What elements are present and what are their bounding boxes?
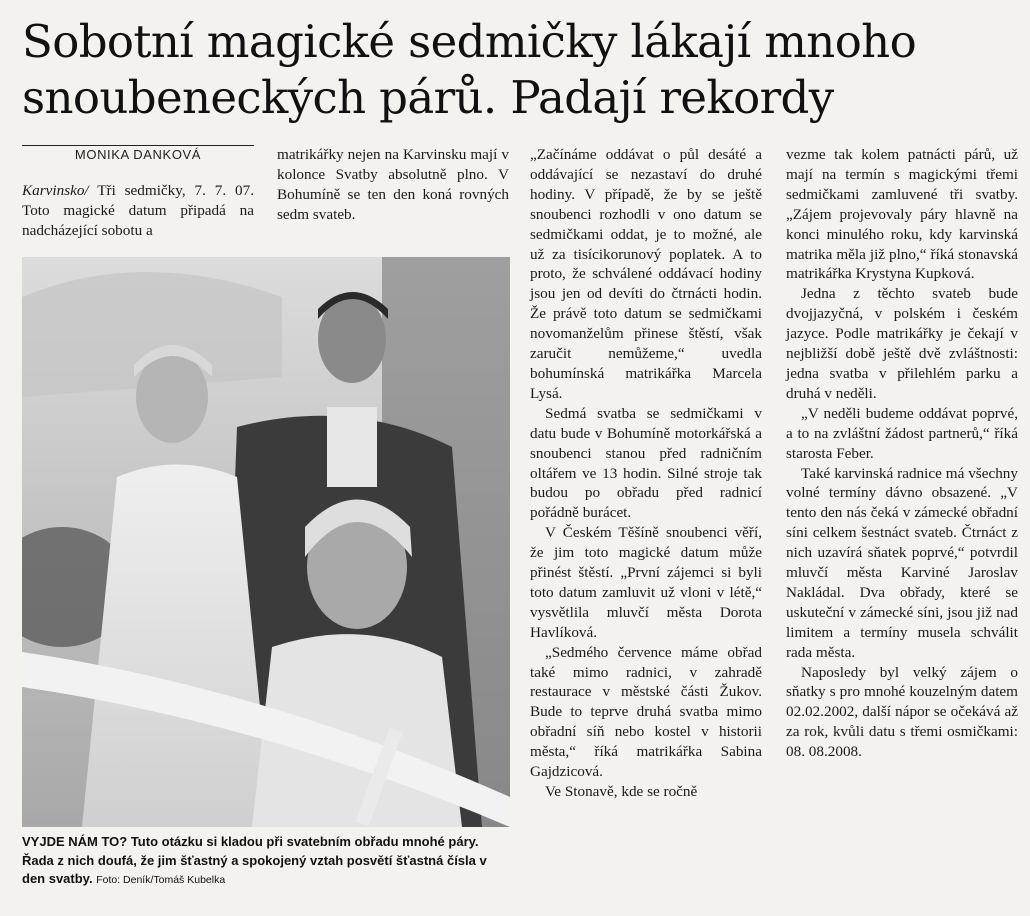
headline-line-1: Sobotní magické sedmičky lákají mnoho xyxy=(22,15,917,68)
article-column-4 xyxy=(786,145,1018,762)
column-2-paragraph: matrikářky nejen na Karvinsku mají v koloncе Svatby absolutně plno. V Bohumíně se ten den koná rovných sedm svateb. xyxy=(277,146,509,223)
caption-text: VYJDE NÁM TO? Tuto otázku si kladou při svatebním obřadu mnohé páry. Řada z nich doufá, že jim šťastný a spokojený vztah posvětí šťastná čísla v den svatby. xyxy=(22,834,487,886)
article-headline xyxy=(22,14,1022,126)
column-4-paragraph-1: vezme tak kolem patnácti párů, už mají na termín s magickými třemi sedmičkami zamluvené tři svatby. „Zájem projevovaly páry hlavně na konci minulého roku, kdy karvinská matrika měla již plno,“ říká stonavská matrikářka Krystyna Kupková. xyxy=(786,146,1018,283)
article-column-3 xyxy=(530,145,762,802)
column-3-paragraph-3: V Českém Těšíně snoubenci věří, že jim toto magické datum může přinést štěstí. „První zájemci si byli toto datum zamluvit už vloni v létě,“ vysvětlila mluvčí města Dorota Havlíková. xyxy=(530,524,762,641)
photo-caption xyxy=(22,833,510,890)
column-3-paragraph-4: „Sedmého července máme obřad také mimo radnici, v zahradě restaurace v městské části Žukov. Bude to teprve druhá svatba mimo obřadní síň nebo kostel v historii města,“ říká matrikářka Sabina Gajdzicová. xyxy=(530,643,762,781)
byline-rule xyxy=(22,145,254,146)
column-4-paragraph-4: Také karvinská radnice má všechny volné termíny dávno obsazené. „V tento den nás čeká v zámecké obřadní síni celkem šestnáct svateb. Čtrnáct z nich uzavírá sňatek poprvé,“ potvrdil mluvčí města Karviné Jaroslav Nakládal. Dva obřady, které se uskuteční v zámecké síni, jsou již nad limitem a termíny musela schválit rada města. xyxy=(786,464,1018,661)
column-4-paragraph-3: „V neděli budeme oddávat poprvé, a to na zvláštní žádost partnerů,“ říká starosta Feber. xyxy=(786,404,1018,462)
photo-credit: Foto: Deník/Tomáš Kubelka xyxy=(96,874,226,886)
column-3-paragraph-5: Ve Stonavě, kde se ročně xyxy=(545,783,698,800)
lead-text: Tři sedmičky, 7. 7. 07. Toto magické datum připadá na nadcházející sobotu a xyxy=(22,182,254,239)
article-column-2 xyxy=(277,145,509,225)
photo-groom-shirt xyxy=(327,407,377,487)
column-4-paragraph-5: Naposledy byl velký zájem o sňatky s pro mnohé kouzelným datem 02.02.2002, další nápor se očekává až za rok, kvůli datu s třemi osmičkami: 08. 08.2008. xyxy=(786,663,1018,761)
article-column-1 xyxy=(22,181,254,241)
wedding-photo-illustration xyxy=(22,257,510,827)
dateline-place: Karvinsko/ xyxy=(22,182,89,199)
column-3-paragraph-1: „Začínáme oddávat o půl desáté a oddávající se nezastaví do druhé hodiny. V případě, že by se ještě snoubenci rozhodli v ono datum se sedmičkami oddat, je to možné, ale už za tisícikorunový poplatek. A to proto, že schválené oddávací hodiny jsou jen od devíti do čtrnácti hodin. Že právě toto datum se sedmičkami novomanželům přinese štěstí, však zaručit nemůžeme,“ uvedla bohumínská matrikářka Marcela Lysá. xyxy=(530,146,762,402)
lead-paragraph xyxy=(22,181,254,241)
headline-line-2: snoubeneckých párů. Padají rekordy xyxy=(22,71,834,124)
column-3-paragraph-2: Sedmá svatba se sedmičkami v datu bude v Bohumíně motorkářská a snoubenci stanou před radničním oltářem ve 13 hodin. Silné stroje tak budou po obřadu před radnicí pořádně burácet. xyxy=(530,404,762,522)
wedding-photo xyxy=(22,257,510,827)
column-4-paragraph-2: Jedna z těchto svateb bude dvojjazyčná, v polském i českém jazyce. Podle matrikářky je čekají v nejbližší době ještě dvě zvláštnosti: jedna svatba v přilehlém parku a druhá v neděli. xyxy=(786,285,1018,402)
author-byline: MONIKA DANKOVÁ xyxy=(74,147,202,162)
